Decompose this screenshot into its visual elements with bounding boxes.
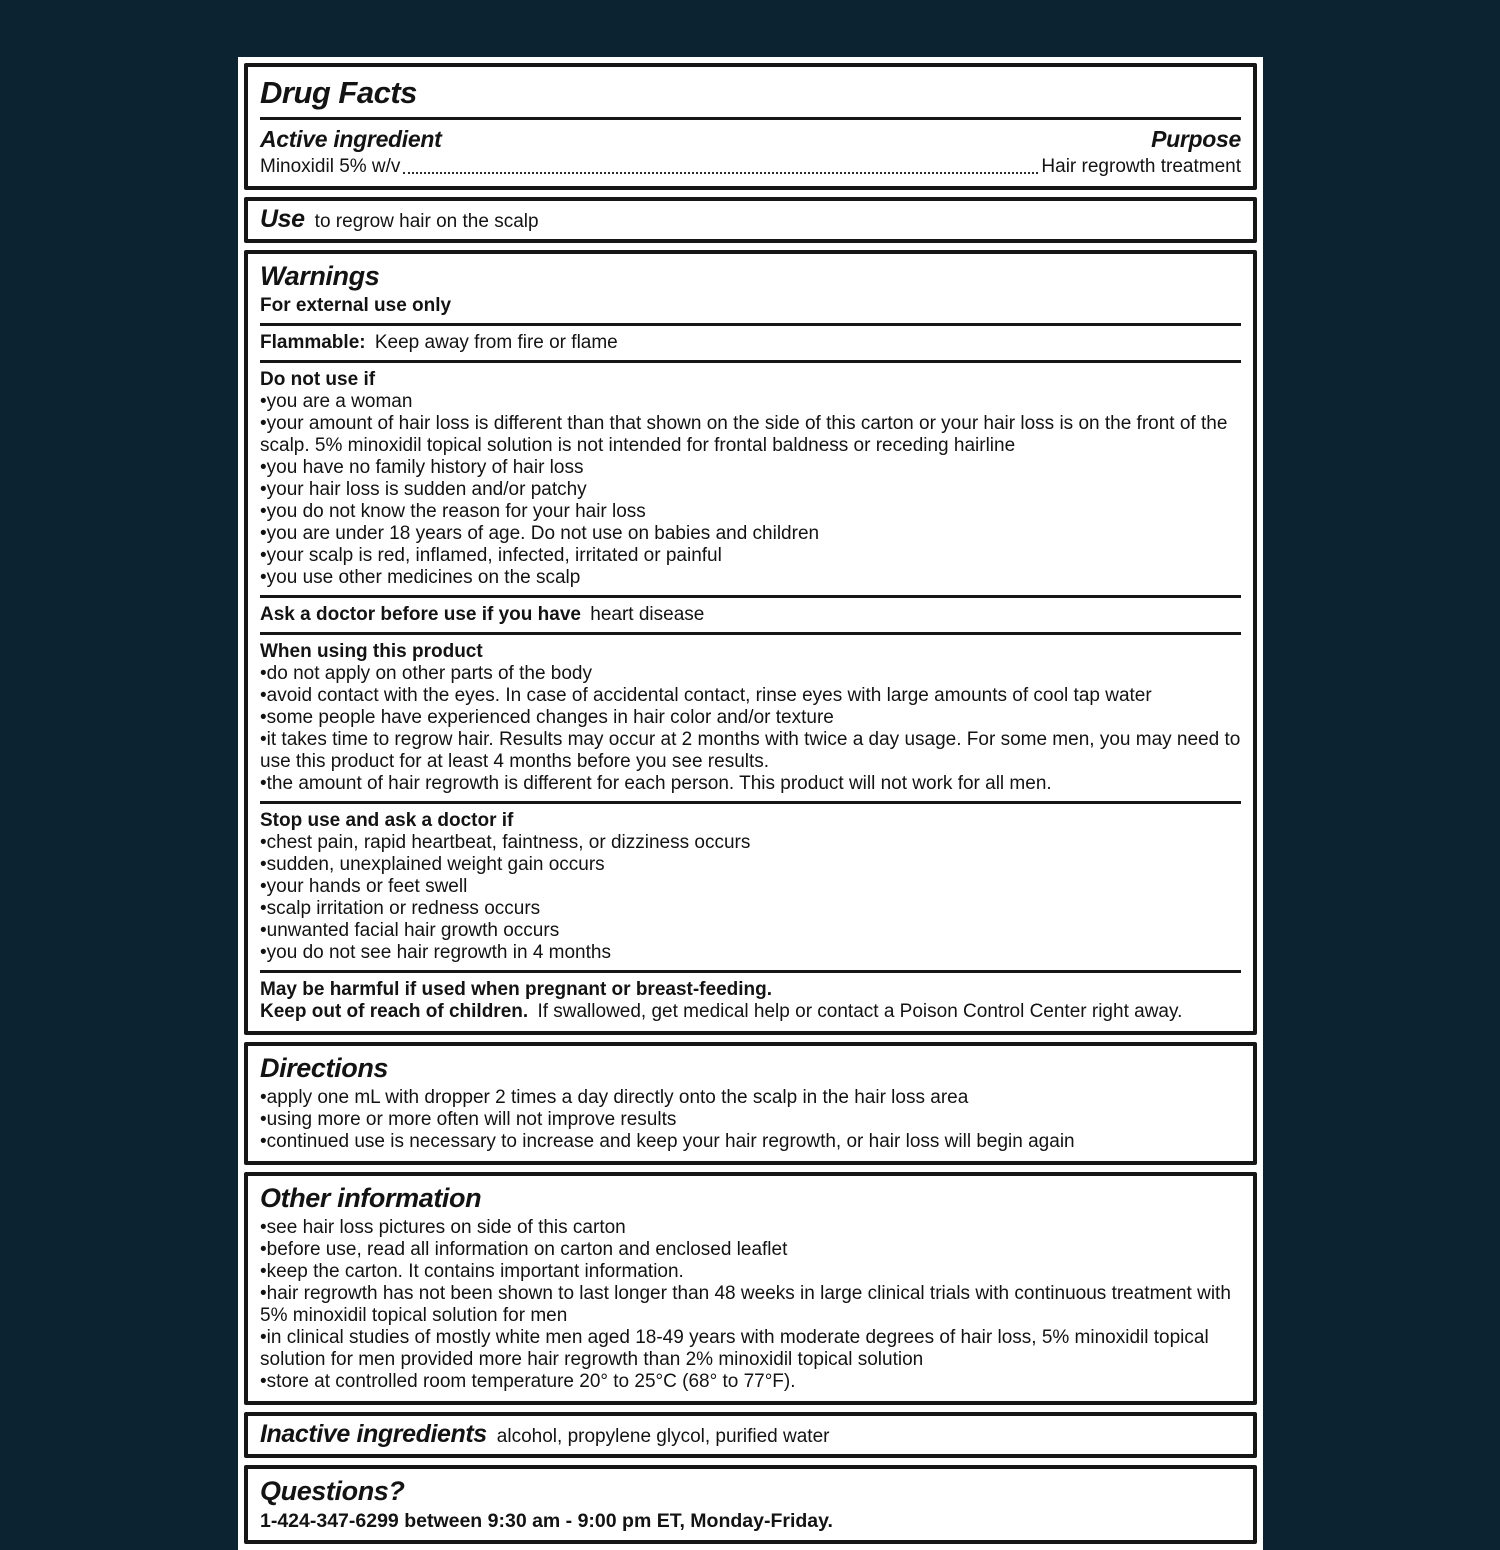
bullet-item: • sudden, unexplained weight gain occurs xyxy=(260,854,1241,876)
section-inactive-ingredients xyxy=(244,1412,1257,1458)
bullet-item: • it takes time to regrow hair. Results may occur at 2 months with twice a day usage. For some men, you may need to use this product for at least 4 months before you see results. xyxy=(260,729,1241,773)
bullet-item: • the amount of hair regrowth is different for each person. This product will not work for all men. xyxy=(260,773,1241,795)
dot-leader xyxy=(403,158,1038,174)
bullet-item: • in clinical studies of mostly white men aged 18-49 years with moderate degrees of hair loss, 5% minoxidil topical solution for men provided more hair regrowth than 2% minoxidil topical solution xyxy=(260,1327,1241,1371)
bullet-item: • store at controlled room temperature 20° to 25°C (68° to 77°F). xyxy=(260,1371,1241,1393)
warnings-divider xyxy=(260,323,1241,326)
bullet-item: • using more or more often will not improve results xyxy=(260,1109,1241,1131)
ask-doctor-label: Ask a doctor before use if you have xyxy=(260,604,581,625)
title-rule xyxy=(260,117,1241,120)
keep-out-text: If swallowed, get medical help or contact a Poison Control Center right away. xyxy=(537,1001,1183,1022)
bullet-item: • chest pain, rapid heartbeat, faintness, or dizziness occurs xyxy=(260,832,1241,854)
warnings-heading: Warnings xyxy=(260,261,380,291)
bullet-item: • you do not see hair regrowth in 4 months xyxy=(260,942,1241,964)
questions-heading: Questions? xyxy=(260,1476,405,1506)
bullet-item: • you do not know the reason for your hair loss xyxy=(260,501,1241,523)
bullet-item: • continued use is necessary to increase and keep your hair regrowth, or hair loss will begin again xyxy=(260,1131,1241,1153)
bullet-item: • scalp irritation or redness occurs xyxy=(260,898,1241,920)
bullet-item: • your hands or feet swell xyxy=(260,876,1241,898)
ask-doctor-text: heart disease xyxy=(590,604,705,625)
other-information-heading: Other information xyxy=(260,1183,482,1213)
bullet-item: • apply one mL with dropper 2 times a day directly onto the scalp in the hair loss area xyxy=(260,1087,1241,1109)
inactive-ingredients-heading: Inactive ingredients xyxy=(260,1420,487,1448)
ask-doctor-line xyxy=(260,604,1241,626)
keep-out-label: Keep out of reach of children. xyxy=(260,1001,529,1022)
active-ingredient-heading: Active ingredient xyxy=(260,126,442,152)
section-questions xyxy=(244,1465,1257,1544)
directions-list xyxy=(260,1087,1241,1153)
directions-heading: Directions xyxy=(260,1053,389,1083)
other-information-list xyxy=(260,1217,1241,1393)
bullet-item: • see hair loss pictures on side of this carton xyxy=(260,1217,1241,1239)
warnings-divider xyxy=(260,632,1241,635)
bullet-item: • some people have experienced changes in hair color and/or texture xyxy=(260,707,1241,729)
bullet-item: • you have no family history of hair loss xyxy=(260,457,1241,479)
bullet-item: • before use, read all information on carton and enclosed leaflet xyxy=(260,1239,1241,1261)
warnings-divider xyxy=(260,970,1241,973)
questions-phone-line: 1-424-347-6299 between 9:30 am - 9:00 pm ET, Monday-Friday. xyxy=(260,1510,833,1532)
bullet-item: • you are a woman xyxy=(260,391,1241,413)
when-using-list xyxy=(260,663,1241,795)
when-using-heading: When using this product xyxy=(260,641,483,662)
section-warnings xyxy=(244,250,1257,1035)
flammable-text: Keep away from fire or flame xyxy=(374,332,618,353)
inactive-ingredients-text: alcohol, propylene glycol, purified water xyxy=(496,1426,830,1447)
drug-facts-title: Drug Facts xyxy=(260,75,417,110)
bullet-item: • your hair loss is sudden and/or patchy xyxy=(260,479,1241,501)
do-not-use-list xyxy=(260,391,1241,589)
bullet-item: • you use other medicines on the scalp xyxy=(260,567,1241,589)
bullet-item: • you are under 18 years of age. Do not use on babies and children xyxy=(260,523,1241,545)
external-use-line: For external use only xyxy=(260,295,452,316)
active-purpose-header-row xyxy=(260,124,1241,154)
warnings-divider xyxy=(260,801,1241,804)
warnings-divider xyxy=(260,360,1241,363)
use-text: to regrow hair on the scalp xyxy=(314,211,539,232)
stop-use-list xyxy=(260,832,1241,964)
bullet-item: • hair regrowth has not been shown to last longer than 48 weeks in large clinical trials with continuous treatment with 5% minoxidil topical solution for men xyxy=(260,1283,1241,1327)
bullet-item: • do not apply on other parts of the body xyxy=(260,663,1241,685)
flammable-line xyxy=(260,332,1241,354)
bullet-item: • your amount of hair loss is different than that shown on the side of this carton or your hair loss is on the front of the scalp. 5% minoxidil topical solution is not intended for frontal baldness or receding hairline xyxy=(260,413,1241,457)
section-active-ingredient xyxy=(244,63,1257,190)
purpose-heading: Purpose xyxy=(1151,126,1241,152)
drug-facts-label xyxy=(238,57,1263,1550)
bullet-item: • avoid contact with the eyes. In case of accidental contact, rinse eyes with large amounts of cool tap water xyxy=(260,685,1241,707)
pregnancy-warning: May be harmful if used when pregnant or breast-feeding. xyxy=(260,979,773,1000)
section-directions xyxy=(244,1042,1257,1165)
bullet-item: • keep the carton. It contains important information. xyxy=(260,1261,1241,1283)
ingredient-name: Minoxidil 5% w/v xyxy=(260,156,401,177)
bullet-item: • unwanted facial hair growth occurs xyxy=(260,920,1241,942)
purpose-value: Hair regrowth treatment xyxy=(1041,156,1241,177)
stop-use-heading: Stop use and ask a doctor if xyxy=(260,810,514,831)
flammable-label: Flammable: xyxy=(260,332,366,353)
do-not-use-heading: Do not use if xyxy=(260,369,376,390)
warnings-divider xyxy=(260,595,1241,598)
ingredient-purpose-row xyxy=(260,156,1241,178)
section-other-information xyxy=(244,1172,1257,1405)
keep-out-line xyxy=(260,1001,1241,1023)
use-heading: Use xyxy=(260,205,305,233)
section-use xyxy=(244,197,1257,243)
bullet-item: • your scalp is red, inflamed, infected, irritated or painful xyxy=(260,545,1241,567)
